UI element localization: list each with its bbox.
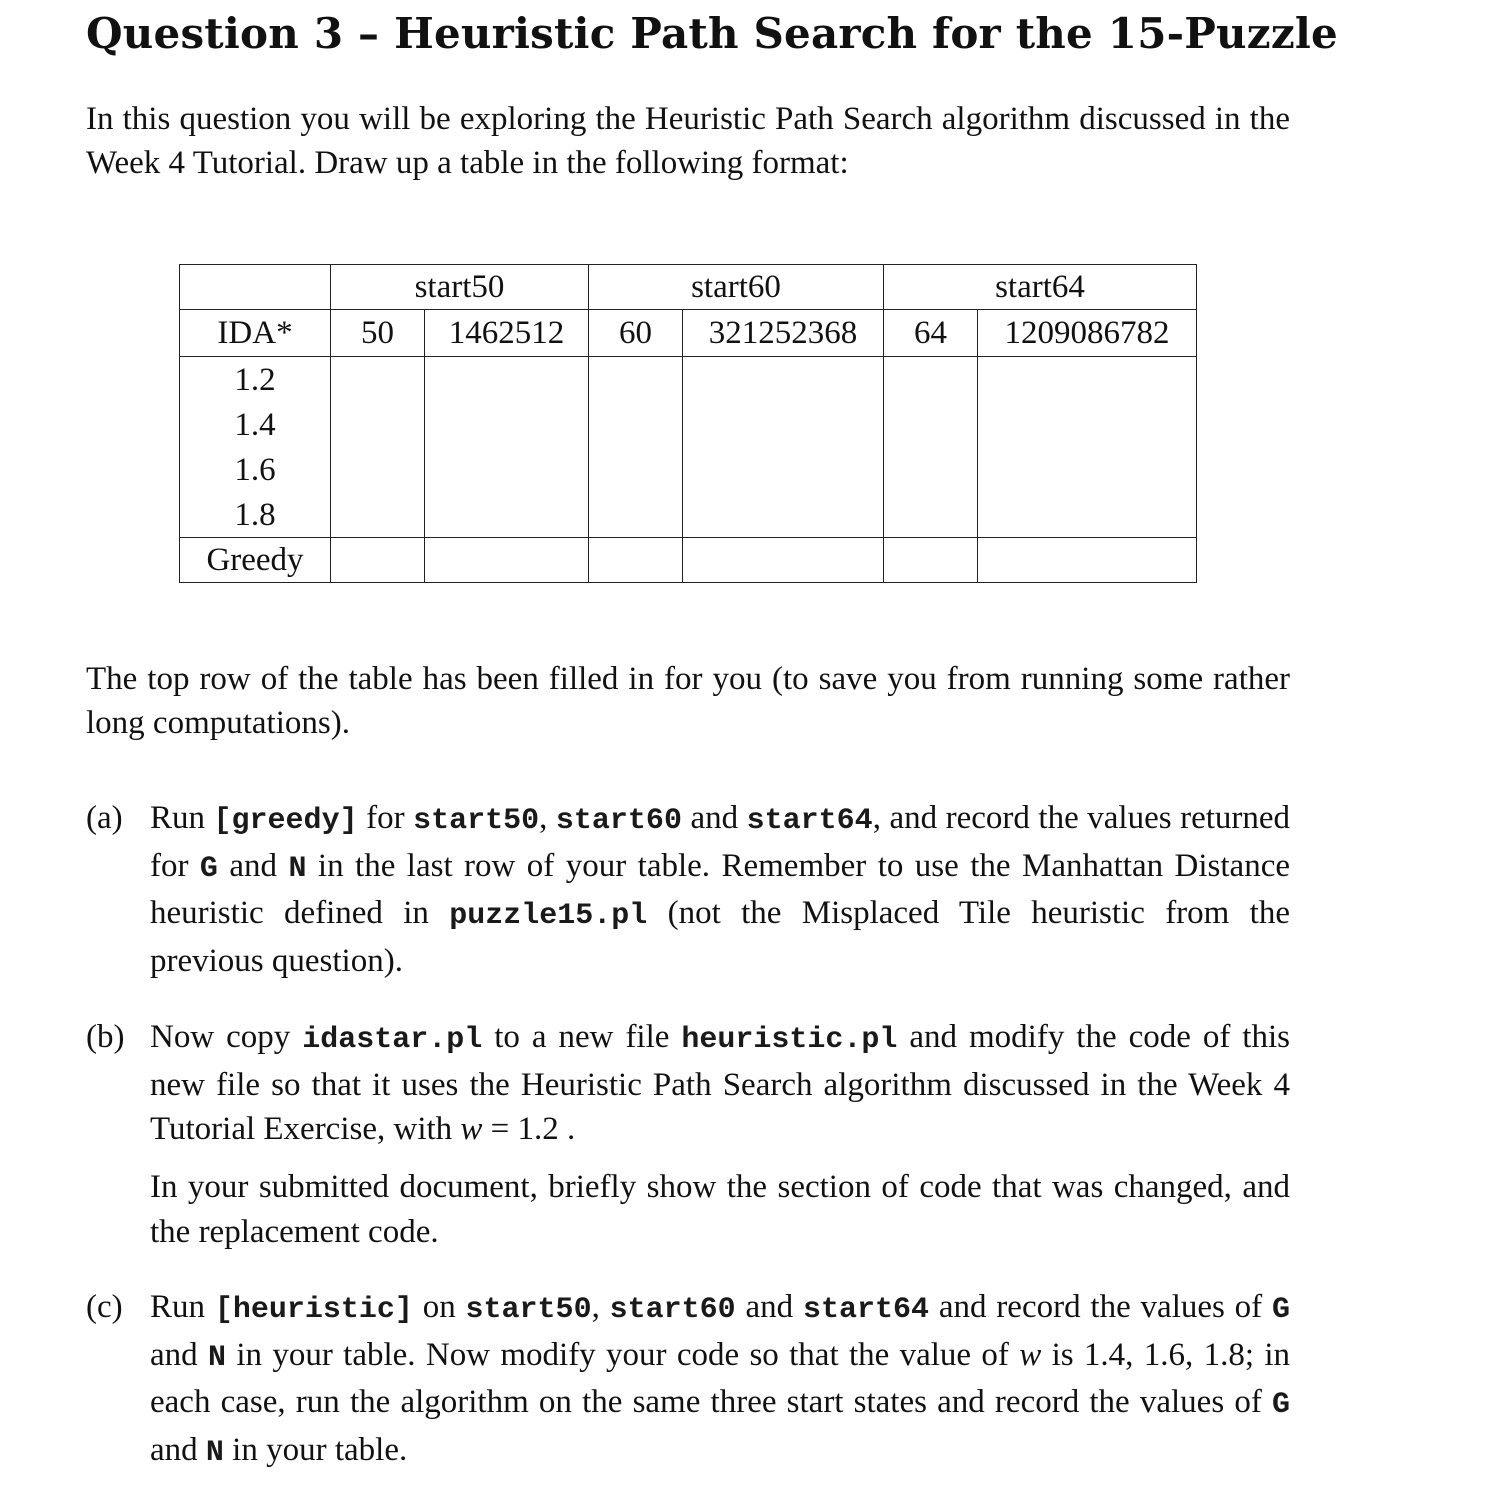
- item-body-second-paragraph: In your submitted document, briefly show the section of code that was changed, and the replacement code.: [150, 1169, 1290, 1250]
- table-row-w: [180, 447, 1197, 492]
- table-cell: [425, 492, 589, 538]
- text-run: and: [735, 1289, 803, 1325]
- table-cell: [683, 492, 884, 538]
- text-run: in the last row of your table. Remember to use the Manhattan Distance heuristic defined in: [150, 847, 1290, 932]
- table-cell: [425, 447, 589, 492]
- code-run: G: [1271, 1388, 1290, 1423]
- math-w: w: [460, 1111, 483, 1148]
- table-cell: [884, 492, 978, 538]
- text-run: on: [412, 1289, 466, 1325]
- code-run: [heuristic]: [214, 1293, 413, 1327]
- header-blank-cell: [180, 265, 331, 310]
- table-cell: [425, 357, 589, 403]
- text-run: in your table. Now modify your code so that the value of: [226, 1336, 1020, 1373]
- cell-ida-n60: 321252368: [683, 310, 884, 357]
- row-label-ida: IDA*: [180, 310, 331, 357]
- table-cell: [884, 357, 978, 403]
- table-row-ida: [180, 310, 1197, 357]
- table-row-greedy: [180, 538, 1197, 583]
- text-run: = 1.2 .: [482, 1111, 576, 1148]
- table-cell: [331, 538, 425, 583]
- table-cell: [589, 357, 683, 403]
- item-body: [150, 796, 1290, 983]
- text-run: and: [150, 1431, 206, 1468]
- row-label-w: 1.2: [180, 357, 331, 403]
- code-run: idastar.pl: [302, 1023, 483, 1057]
- text-run: ,: [591, 1289, 610, 1325]
- table-cell: [589, 492, 683, 538]
- table-cell: [331, 357, 425, 403]
- item-label: (b): [86, 1019, 125, 1055]
- cell-ida-g60: 60: [589, 310, 683, 357]
- text-run: to a new file: [482, 1019, 682, 1055]
- table-row-w: [180, 357, 1197, 403]
- text-run: and modify the code of this new file so that it uses the Heuristic Path Search algorithm discussed in the Week 4 Tutorial Exercise, with: [150, 1019, 1290, 1148]
- table-row-w: [180, 402, 1197, 447]
- table-cell: [425, 538, 589, 583]
- after-table-paragraph: The top row of the table has been filled in for you (to save you from running some rather long computations).: [86, 661, 1290, 741]
- text-run: , and record the values returned for: [150, 800, 1291, 884]
- table-cell: [331, 447, 425, 492]
- table-cell: [978, 357, 1197, 403]
- code-run: start50: [465, 1293, 592, 1327]
- row-label-greedy: Greedy: [180, 538, 331, 583]
- item-body: [150, 1015, 1290, 1152]
- table-cell: [683, 357, 884, 403]
- table-cell: [978, 447, 1197, 492]
- text-run: and: [217, 847, 289, 884]
- code-run: [greedy]: [213, 804, 358, 838]
- text-run: and record the values of: [929, 1289, 1272, 1325]
- item-label: (c): [86, 1289, 123, 1325]
- table-header-row: [180, 265, 1197, 310]
- text-run: (not the Misplaced Tile heuristic from the previous question).: [150, 895, 1290, 979]
- header-start50: start50: [331, 265, 589, 310]
- text-run: is 1.4, 1.6, 1.8; in each case, run the algorithm on the same three start states and record the values of: [150, 1336, 1290, 1421]
- math-w: w: [1019, 1336, 1042, 1373]
- cell-ida-g50: 50: [331, 310, 425, 357]
- cell-ida-n64: 1209086782: [978, 310, 1197, 357]
- code-run: start64: [746, 804, 873, 838]
- table-cell: [683, 402, 884, 447]
- table-cell: [683, 447, 884, 492]
- cell-ida-n50: 1462512: [425, 310, 589, 357]
- header-start60: start60: [589, 265, 884, 310]
- code-run: N: [207, 1340, 226, 1375]
- text-run: Now copy: [150, 1019, 303, 1055]
- code-run: N: [205, 1435, 224, 1470]
- table-cell: [884, 447, 978, 492]
- table-cell: [884, 538, 978, 583]
- text-run: for: [357, 800, 414, 836]
- cell-ida-g64: 64: [884, 310, 978, 357]
- question-title: Question 3 – Heuristic Path Search for the 15-Puzzle: [86, 9, 1338, 58]
- code-run: G: [199, 851, 218, 886]
- table-cell: [589, 447, 683, 492]
- code-run: N: [288, 851, 307, 886]
- table-row-w: [180, 492, 1197, 538]
- table-cell: [884, 402, 978, 447]
- results-table: [179, 264, 1197, 583]
- table-cell: [978, 538, 1197, 583]
- table-cell: [331, 492, 425, 538]
- header-start64: start64: [884, 265, 1197, 310]
- text-run: ,: [539, 800, 556, 836]
- code-run: start60: [555, 804, 682, 838]
- text-run: Run: [150, 800, 214, 836]
- intro-paragraph: In this question you will be exploring the Heuristic Path Search algorithm discussed in the Week 4 Tutorial. Draw up a table in the following format:: [86, 101, 1290, 181]
- code-run: start50: [413, 804, 540, 838]
- item-body: [150, 1285, 1290, 1475]
- text-run: in your table.: [223, 1431, 408, 1468]
- code-run: puzzle15.pl: [449, 899, 648, 934]
- code-run: start60: [609, 1293, 736, 1327]
- table-cell: [978, 402, 1197, 447]
- table-cell: [978, 492, 1197, 538]
- code-run: G: [1272, 1293, 1291, 1327]
- row-label-w: 1.4: [180, 402, 331, 447]
- row-label-w: 1.6: [180, 447, 331, 492]
- text-run: Run: [150, 1289, 215, 1325]
- code-run: start64: [802, 1293, 930, 1327]
- code-run: heuristic.pl: [681, 1023, 898, 1057]
- table-cell: [589, 402, 683, 447]
- table-cell: [683, 538, 884, 583]
- item-label: (a): [86, 800, 123, 836]
- row-label-w: 1.8: [180, 492, 331, 538]
- table-cell: [331, 402, 425, 447]
- table-cell: [589, 538, 683, 583]
- table-cell: [425, 402, 589, 447]
- text-run: and: [681, 800, 747, 836]
- text-run: and: [150, 1336, 208, 1373]
